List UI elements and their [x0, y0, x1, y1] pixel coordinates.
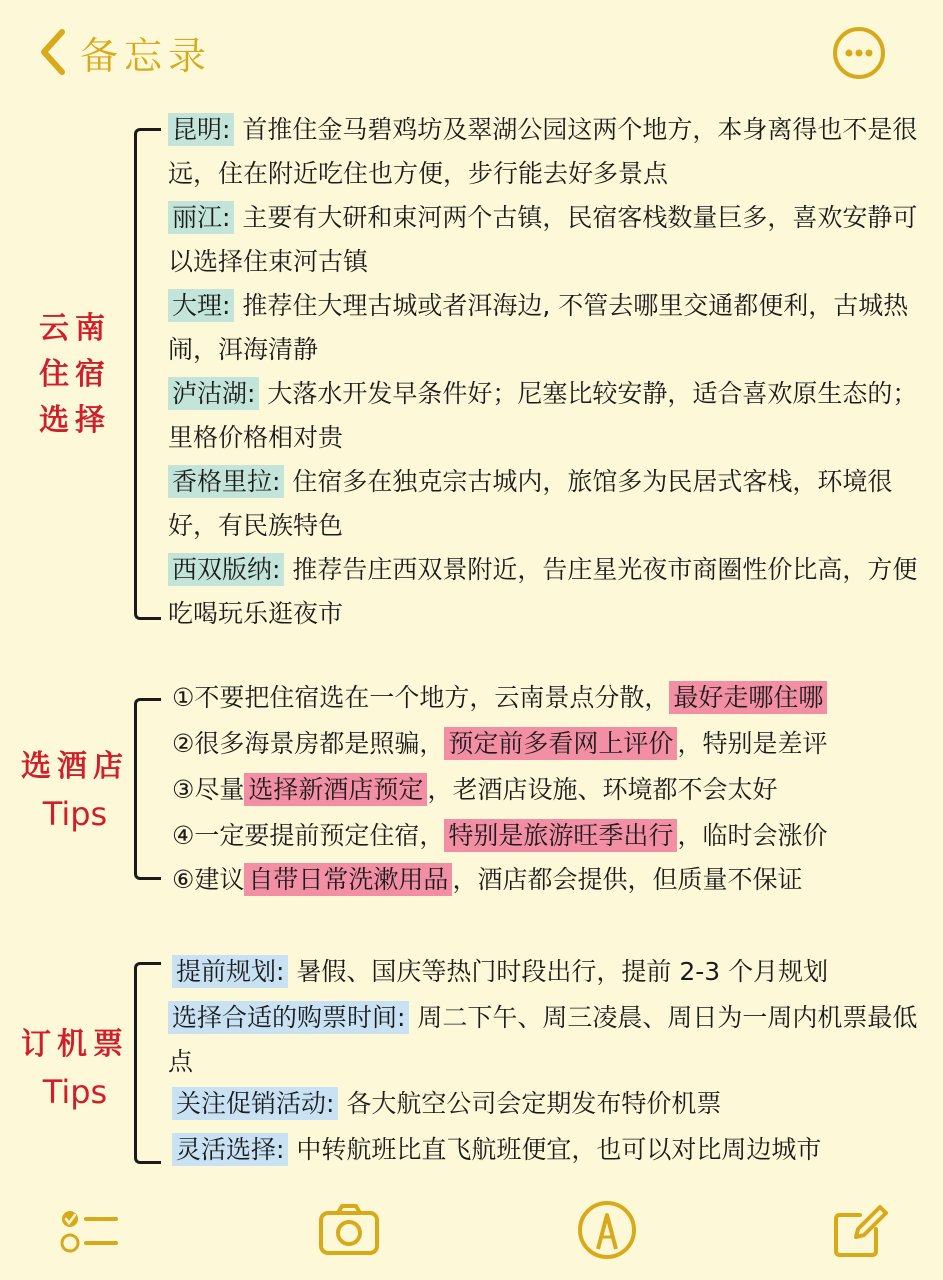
city-key: 香格里拉: — [168, 465, 284, 498]
tip-text: 中转航班比直飞航班便宜，也可以对比周边城市 — [288, 1135, 822, 1164]
label-line: 云南 — [39, 311, 111, 346]
tip-text: ，临时会涨价 — [677, 821, 828, 850]
hotel-tip — [172, 768, 777, 812]
bracket-hotel — [134, 698, 161, 880]
entry-text: 首推住金马碧鸡坊及翠湖公园这两个地方，本身离得也不是很远，住在附近吃住也方便，步行能去好多景点 — [168, 115, 918, 188]
flight-tip — [172, 1128, 821, 1172]
label-en: Tips — [42, 795, 108, 833]
label-en: Tips — [42, 1073, 108, 1111]
flight-tip — [172, 1082, 721, 1126]
bracket-flight — [134, 962, 161, 1164]
tip-text: ⑥建议 — [172, 865, 245, 894]
city-key: 丽江: — [168, 201, 234, 234]
tip-highlight: 特别是旅游旺季出行 — [444, 819, 677, 852]
bottom-toolbar — [0, 1185, 943, 1280]
hotel-tip — [172, 814, 827, 858]
entry-text: 大落水开发早条件好；尼塞比较安静，适合喜欢原生态的；里格价格相对贵 — [168, 379, 918, 452]
tip-text: ②很多海景房都是照骗， — [172, 729, 445, 758]
tip-key: 灵活选择: — [172, 1133, 288, 1166]
top-bar — [0, 0, 943, 105]
tip-text: ，老酒店设施、环境都不会太好 — [427, 775, 778, 804]
tip-highlight: 选择新酒店预定 — [244, 773, 427, 806]
ellipsis-circle-icon[interactable] — [832, 26, 886, 80]
section-label-hotel — [0, 744, 150, 838]
label-zh: 订机票 — [21, 1027, 129, 1062]
flight-tip — [172, 950, 828, 994]
hotel-tip — [172, 722, 827, 766]
bracket-yunnan — [134, 128, 161, 620]
camera-icon[interactable] — [318, 1199, 380, 1261]
tip-text: ①不要把住宿选在一个地方，云南景点分散， — [172, 683, 670, 712]
lodging-entry-lugu-lake — [168, 372, 923, 460]
city-key: 西双版纳: — [168, 553, 284, 586]
city-key: 泸沽湖: — [168, 377, 259, 410]
tip-highlight: 自带日常洗漱用品 — [244, 863, 452, 896]
lodging-entry-xishuangbanna — [168, 548, 923, 636]
label-line: 住宿 — [39, 357, 111, 392]
lodging-entry-shangri-la — [168, 460, 923, 548]
label-line: 选择 — [39, 403, 111, 438]
hotel-tip — [172, 858, 802, 902]
chevron-left-icon — [36, 26, 70, 78]
tip-highlight: 预定前多看网上评价 — [444, 727, 677, 760]
entry-text: 推荐告庄西双景附近，告庄星光夜市商圈性价比高，方便吃喝玩乐逛夜市 — [168, 555, 918, 628]
tip-text: ④一定要提前预定住宿， — [172, 821, 445, 850]
tip-text: 各大航空公司会定期发布特价机票 — [338, 1089, 722, 1118]
tip-text: ③尽量 — [172, 775, 245, 804]
tip-text: 周二下午、周三凌晨、周日为一周内机票最低点 — [168, 1003, 918, 1076]
compose-icon[interactable] — [830, 1199, 892, 1261]
entry-text: 主要有大研和束河两个古镇，民宿客栈数量巨多，喜欢安静可以选择住束河古镇 — [168, 203, 918, 276]
flight-tip — [168, 996, 923, 1084]
tip-key: 提前规划: — [172, 955, 288, 988]
markup-pen-icon[interactable] — [576, 1199, 638, 1261]
entry-text: 推荐住大理古城或者洱海边, 不管去哪里交通都便利，古城热闹，洱海清静 — [168, 291, 909, 364]
tip-text: ，特别是差评 — [677, 729, 828, 758]
checklist-icon[interactable] — [58, 1199, 120, 1261]
tip-key: 选择合适的购票时间: — [168, 1001, 409, 1034]
section-label-yunnan — [0, 306, 150, 444]
hotel-tip — [172, 676, 827, 720]
tip-key: 关注促销活动: — [172, 1087, 338, 1120]
lodging-entry-kunming — [168, 108, 923, 196]
back-button[interactable] — [36, 22, 236, 82]
tip-text: ，酒店都会提供，但质量不保证 — [452, 865, 803, 894]
tip-highlight: 最好走哪住哪 — [669, 681, 827, 714]
entry-text: 住宿多在独克宗古城内，旅馆多为民居式客栈，环境很好，有民族特色 — [168, 467, 893, 540]
city-key: 大理: — [168, 289, 234, 322]
back-label: 备忘录 — [80, 33, 213, 78]
label-zh: 选酒店 — [21, 749, 129, 784]
tip-text: 暑假、国庆等热门时段出行，提前 2-3 个月规划 — [288, 957, 829, 986]
city-key: 昆明: — [168, 113, 234, 146]
lodging-entry-dali — [168, 284, 923, 372]
section-label-flight — [0, 1022, 150, 1116]
lodging-entry-lijiang — [168, 196, 923, 284]
